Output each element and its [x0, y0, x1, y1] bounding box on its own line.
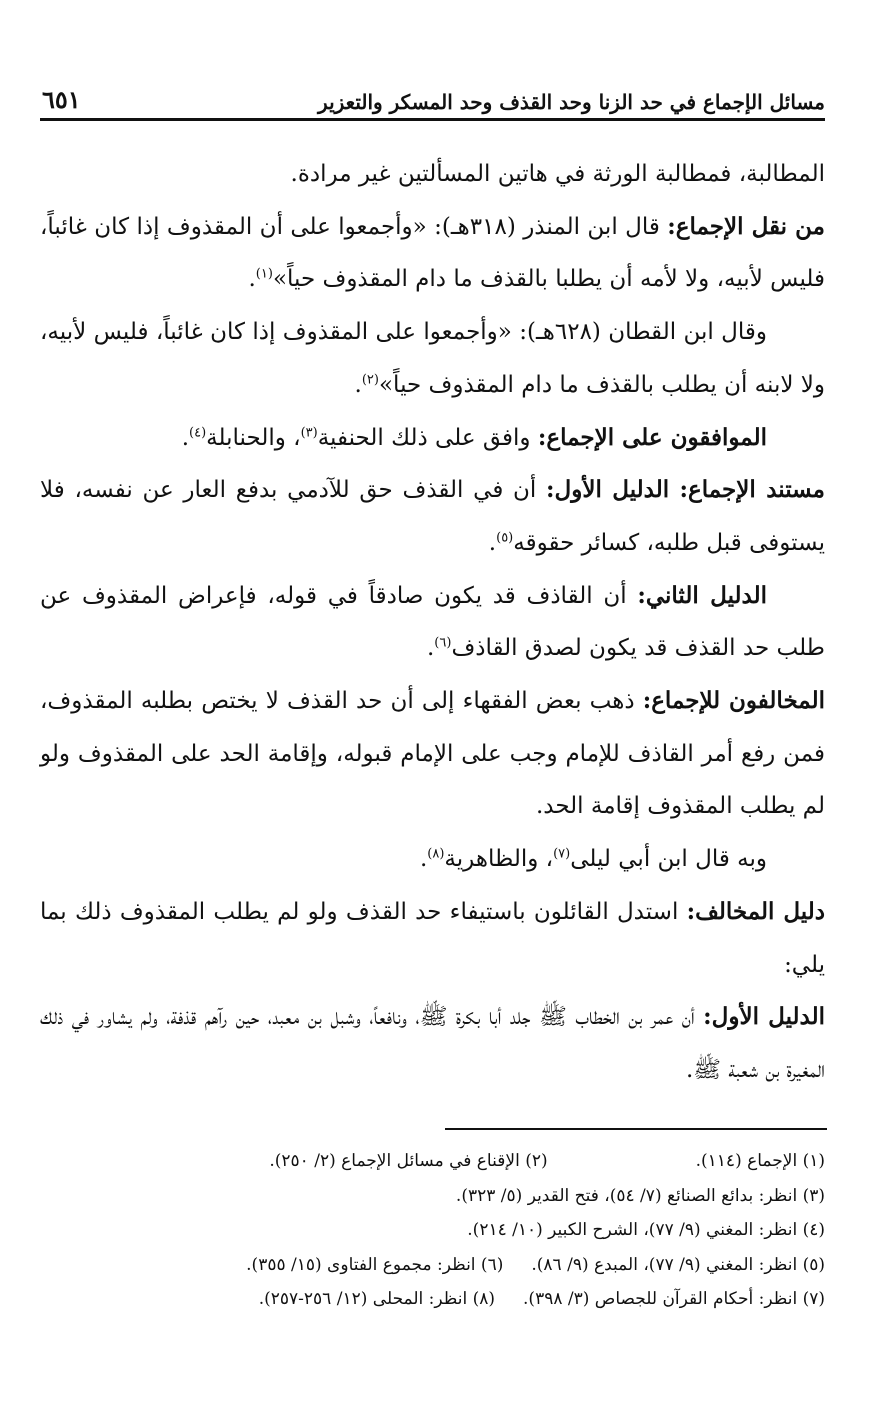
footnote-ref: (٧) — [553, 846, 571, 862]
paragraph-5: مستند الإجماع: الدليل الأول: أن في القذف حق للآدمي بدفع العار عن نفسه، فلا يستوفى قبل طلبه، كسائر حقوقه$^{(٥)}$. — [40, 476, 825, 556]
paragraph-7: المخالفون للإجماع: ذهب بعض الفقهاء إلى أن حد القذف لا يختص بطلبه المقذوف، فمن رفع أمر القاذف للإمام وجب على الإمام قبوله، وإقامة الحد على المقذوف ولو لم يطلب المقذوف إقامة الحد. — [40, 687, 825, 820]
paragraph-1: المطالبة، فمطالبة الورثة في هاتين المسألتين غير مرادة. — [290, 161, 825, 187]
section-heading: دليل المخالف: — [686, 897, 825, 925]
footnotes — [40, 1144, 825, 1317]
body-text — [40, 148, 825, 1097]
footnote-3: (٣) انظر: بدائع الصنائع (٧/ ٥٤)، فتح القدير (٥/ ٣٢٣). — [455, 1185, 825, 1206]
paragraph-9: دليل المخالف: استدل القائلون باستيفاء حد القذف ولو لم يطلب المقذوف ذلك بما يلي: — [40, 897, 825, 978]
footnote-separator — [445, 1128, 827, 1130]
footnote-ref: (٣) — [300, 424, 318, 440]
footnote-row — [40, 1282, 825, 1317]
section-heading: من نقل الإجماع: — [667, 212, 826, 240]
footnote-ref: (٦) — [434, 635, 452, 651]
paragraph-6: الدليل الثاني: أن القاذف قد يكون صادقاً في قوله، فإعراض المقذوف عن طلب حد القذف قد يكون لصدق القاذف$^{(٦)}$. — [40, 581, 825, 662]
paragraph-10: الدليل الأول: أن عمر بن الخطاب ﷺ جلد أبا بكرة ﷺ، ونافعاً، وشبل بن معبد، حين رآهم قذفة، ولم يشاور في ذلك المغيرة بن شعبة ﷺ. — [40, 1003, 825, 1083]
footnote-6: (٦) انظر: مجموع الفتاوى (١٥/ ٣٥٥). — [246, 1254, 504, 1275]
footnote-ref: (٥) — [496, 530, 514, 546]
paragraph-8: وبه قال ابن أبي ليلى$^{(٧)}$، والظاهرية$^{(٨)}$. — [419, 846, 767, 873]
footnote-ref: (٤) — [189, 424, 207, 440]
footnote-ref: (٨) — [427, 846, 445, 862]
footnote-ref: (٢) — [361, 372, 379, 388]
paragraph-4: الموافقون على الإجماع: وافق على ذلك الحنفية$^{(٣)}$، والحنابلة$^{(٤)}$. — [181, 423, 767, 451]
footnote-8: (٨) انظر: المحلى (١٢/ ٢٥٦-٢٥٧). — [258, 1289, 496, 1310]
paragraph-3: وقال ابن القطان (٦٢٨هـ): «وأجمعوا على المقذوف إذا كان غائباً، فليس لأبيه، ولا لابنه أن يطلب بالقذف ما دام المقذوف حياً»$^{(٢)}$. — [40, 319, 825, 398]
section-heading: المخالفون للإجماع: — [642, 687, 825, 715]
footnote-row — [40, 1144, 825, 1179]
running-title: مسائل الإجماع في حد الزنا وحد القذف وحد المسكر والتعزير — [318, 90, 825, 114]
footnote-row — [40, 1179, 825, 1214]
footnote-7: (٧) انظر: أحكام القرآن للجصاص (٣/ ٣٩٨). — [523, 1289, 825, 1310]
header-rule — [40, 118, 825, 121]
paragraph-2: من نقل الإجماع: قال ابن المنذر (٣١٨هـ): «وأجمعوا على أن المقذوف إذا كان غائباً، فليس لأبيه، ولا لأمه أن يطلبا بالقذف ما دام المقذوف حياً»$^{(١)}$. — [40, 212, 826, 293]
page-number: ٦٥١ — [42, 85, 81, 114]
section-heading: مستند الإجماع: الدليل الأول: — [546, 476, 825, 504]
footnote-5: (٥) انظر: المغني (٩/ ٧٧)، المبدع (٩/ ٨٦). — [531, 1254, 825, 1275]
footnote-row — [40, 1248, 825, 1283]
section-heading: الدليل الأول: — [703, 1003, 825, 1031]
footnote-row — [40, 1213, 825, 1248]
footnote-ref: (١) — [255, 266, 273, 282]
section-heading: الدليل الثاني: — [637, 581, 767, 609]
footnote-4: (٤) انظر: المغني (٩/ ٧٧)، الشرح الكبير (١٠/ ٢١٤). — [467, 1220, 825, 1241]
footnote-2: (٢) الإقناع في مسائل الإجماع (٢/ ٢٥٠). — [269, 1151, 548, 1171]
page-header — [42, 70, 825, 114]
footnote-1: (١) الإجماع (١١٤). — [695, 1151, 825, 1171]
section-heading: الموافقون على الإجماع: — [537, 423, 767, 451]
